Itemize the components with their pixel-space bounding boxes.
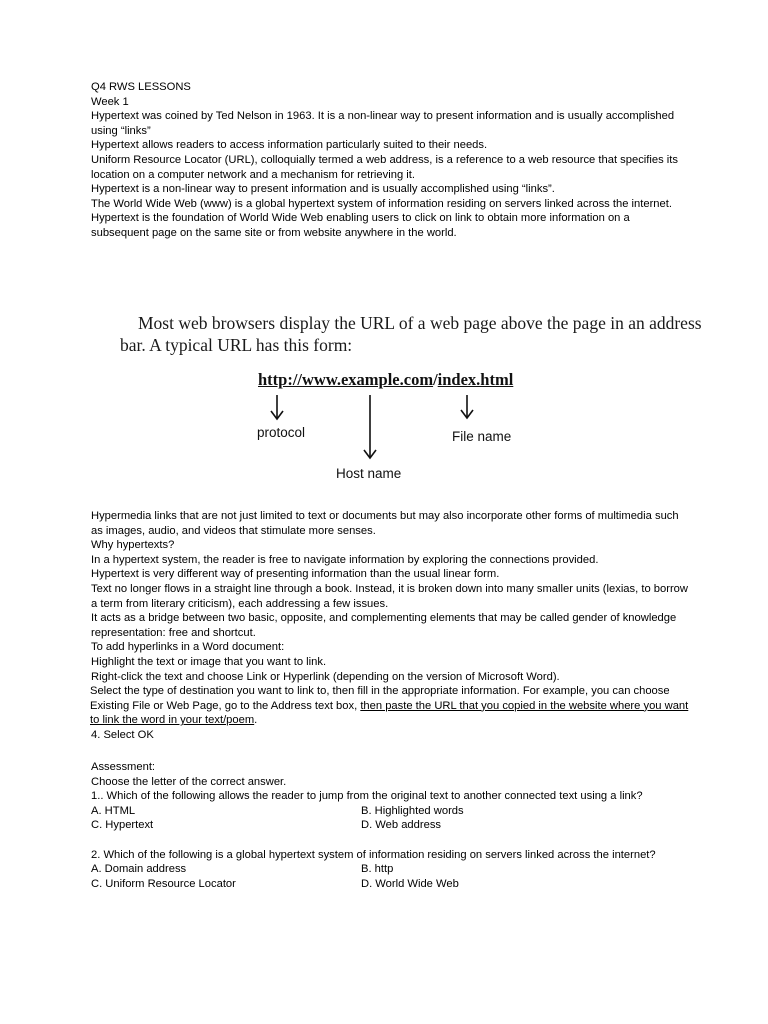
paragraph: Hypertext was coined by Ted Nelson in 1963. It is a non-linear way to present information and is usually accomplished using “links” [91, 110, 675, 137]
paragraph: It acts as a bridge between two basic, opposite, and complementing elements that may be called gender of knowledge representation: free and shortcut. [91, 612, 677, 639]
step-item [90, 684, 689, 728]
choice-c: C. Hypertext [91, 819, 154, 832]
label-file-name: File name [452, 429, 512, 444]
paragraph: Hypertext allows readers to access information particularly suited to their needs. [91, 139, 488, 152]
section-heading: To add hyperlinks in a Word document: [91, 641, 285, 654]
step-item: 4. Select OK [91, 728, 154, 741]
question-text: 1.. Which of the following allows the reader to jump from the original text to another connected text using a link? [91, 790, 643, 803]
paragraph: Hypertext is the foundation of World Wide Web enabling users to click on link to obtain more information on a subsequent page on the same site or from website anywhere in the world. [91, 212, 630, 239]
url-host: www.example.com [302, 370, 434, 389]
url-file: index.html [437, 370, 514, 389]
assessment-instruction: Choose the letter of the correct answer. [91, 775, 287, 788]
paragraph: Uniform Resource Locator (URL), colloquially termed a web address, is a reference to a web resource that specifies its location on a computer network and a mechanism for retrieving it. [91, 153, 678, 181]
label-host-name: Host name [336, 466, 402, 481]
choice-b: B. Highlighted words [361, 804, 464, 817]
section-heading: Why hypertexts? [91, 539, 175, 552]
paragraph: Hypertext is a non-linear way to present information and is usually accomplished using “links”. [91, 183, 555, 196]
paragraph: In a hypertext system, the reader is free to navigate information by exploring the connections provided. [91, 553, 599, 566]
document-title: Q4 RWS LESSONS [91, 81, 191, 93]
step-text-end: . [254, 714, 258, 727]
url-diagram [120, 305, 702, 495]
url-protocol: http:// [258, 370, 303, 389]
paragraph: Hypermedia links that are not just limited to text or documents but may also incorporate other forms of multimedia such as images, audio, and videos that stimulate more senses. [91, 510, 679, 537]
choice-c: C. Uniform Resource Locator [91, 877, 236, 890]
question-text: 2. Which of the following is a global hypertext system of information residing on servers linked across the internet? [91, 848, 656, 861]
week-label: Week 1 [91, 95, 129, 108]
spacer [91, 833, 689, 848]
label-protocol: protocol [257, 425, 306, 440]
underlined-instruction: then paste the URL that you copied in the website where you want to link the word in your text/poem [90, 699, 689, 727]
choice-a: A. HTML [91, 804, 136, 817]
choice-b: B. http [361, 863, 394, 876]
assessment-heading: Assessment: [91, 761, 156, 773]
diagram-caption-line: bar. A typical URL has this form: [120, 335, 353, 355]
lesson-body [91, 509, 689, 743]
assessment-section [91, 760, 689, 891]
answer-choices [91, 804, 689, 833]
answer-choices [91, 862, 689, 891]
step-item: Right-click the text and choose Link or Hyperlink (depending on the version of Microsoft Word). [91, 670, 560, 683]
paragraph: The World Wide Web (www) is a global hypertext system of information residing on servers linked across the internet. [91, 197, 672, 210]
choice-d: D. Web address [361, 819, 442, 832]
url-separator: / [433, 370, 438, 389]
paragraph: Text no longer flows in a straight line through a book. Instead, it is broken down into many smaller units (lexias, to borrow a term from literary criticism), each addressing a few issues. [91, 582, 688, 610]
diagram-caption-line: Most web browsers display the URL of a web page above the page in an address [138, 313, 702, 333]
lesson-intro [91, 80, 683, 241]
choice-a: A. Domain address [91, 863, 187, 876]
paragraph: Hypertext is very different way of presenting information than the usual linear form. [91, 568, 500, 581]
step-item: Highlight the text or image that you want to link. [91, 655, 327, 668]
choice-d: D. World Wide Web [361, 877, 459, 890]
step-text: Select the type of destination you want to link to, then fill in the appropriate information. For example, you can choose Existing File or Web Page, go to the Address text box, [90, 685, 670, 712]
